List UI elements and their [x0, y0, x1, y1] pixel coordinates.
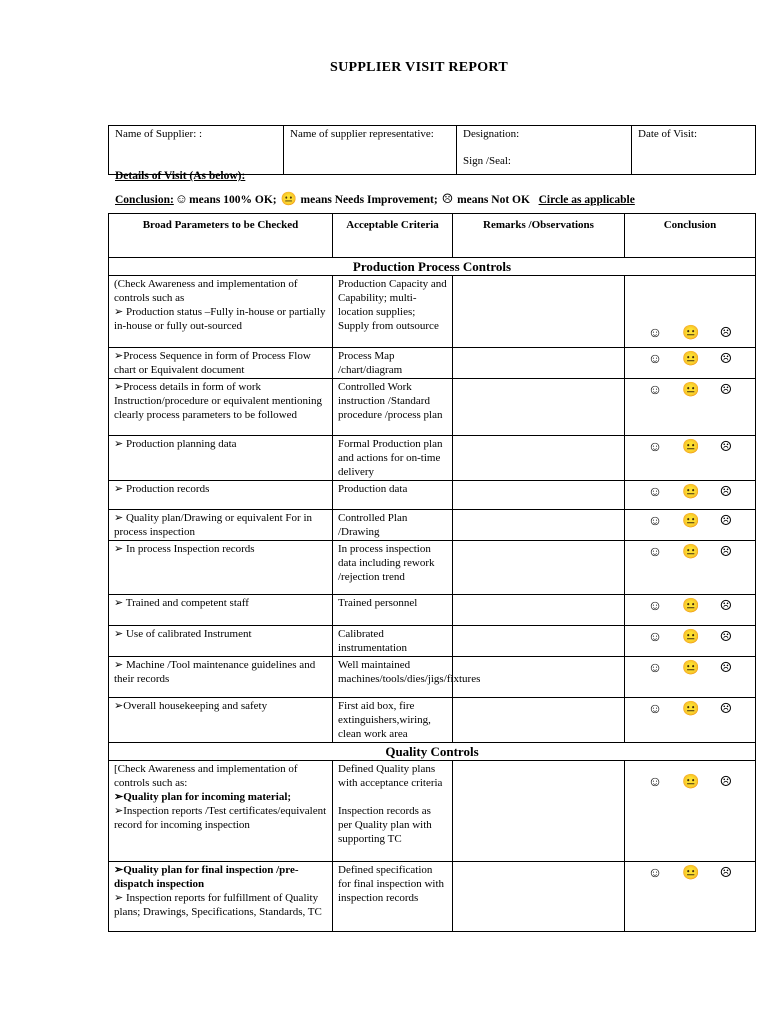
parameter-cell: ➢Process Sequence in form of Process Flow chart or Equivalent document — [109, 348, 333, 379]
sad-face-icon[interactable]: ☹ — [719, 702, 733, 717]
conclusion-options — [630, 699, 750, 717]
conclusion-options — [630, 349, 750, 367]
parameter-intro: [Check Awareness and implementation of controls such as: — [114, 763, 298, 789]
conclusion-options — [630, 511, 750, 529]
table-row — [109, 379, 756, 436]
parameter-cell: ➢ Trained and competent staff — [109, 595, 333, 626]
supplier-rep-field[interactable]: Name of supplier representative: — [284, 126, 457, 175]
table-row — [109, 276, 756, 348]
criteria-cell: Formal Production plan and actions for on-time delivery — [333, 436, 453, 481]
conclusion-cell — [625, 348, 756, 379]
sad-face-icon[interactable]: ☹ — [719, 630, 733, 645]
table-row — [109, 761, 756, 862]
conclusion-cell — [625, 698, 756, 743]
section-title: Production Process Controls — [109, 258, 756, 276]
table-row — [109, 657, 756, 698]
parameter-cell — [109, 761, 333, 862]
conclusion-cell — [625, 595, 756, 626]
neutral-face-icon[interactable]: 😐 — [682, 866, 700, 881]
ok-text: means 100% OK; — [189, 194, 277, 206]
happy-face-icon[interactable]: ☺ — [647, 545, 663, 560]
criteria-cell: Defined Quality plans with acceptance criteria Inspection records as per Quality plan with supporting TC — [333, 761, 453, 862]
needs-improvement-text: means Needs Improvement; — [300, 194, 438, 206]
neutral-face-icon[interactable]: 😐 — [682, 383, 700, 398]
remarks-cell[interactable] — [453, 436, 625, 481]
happy-face-icon[interactable]: ☺ — [647, 775, 663, 790]
sad-face-icon[interactable]: ☹ — [719, 514, 733, 529]
parameter-cell: ➢ Use of calibrated Instrument — [109, 626, 333, 657]
col-header-conclusion: Conclusion — [625, 214, 756, 258]
happy-face-icon[interactable]: ☺ — [647, 485, 663, 500]
sad-face-icon[interactable]: ☹ — [719, 866, 733, 881]
remarks-cell[interactable] — [453, 761, 625, 862]
conclusion-options — [630, 762, 750, 790]
table-row — [109, 481, 756, 510]
parameter-cell: ➢Overall housekeeping and safety — [109, 698, 333, 743]
table-row — [109, 436, 756, 481]
parameter-bold-item: ➢Quality plan for incoming material; — [114, 791, 292, 803]
sad-face-icon: ☹ — [441, 191, 454, 206]
remarks-cell[interactable] — [453, 541, 625, 595]
sad-face-icon[interactable]: ☹ — [719, 599, 733, 614]
col-header-criteria: Acceptable Criteria — [333, 214, 453, 258]
table-row — [109, 626, 756, 657]
conclusion-options — [630, 658, 750, 676]
neutral-face-icon[interactable]: 😐 — [682, 599, 700, 614]
designation-field[interactable] — [457, 126, 632, 175]
conclusion-cell — [625, 541, 756, 595]
table-row — [109, 862, 756, 932]
sad-face-icon[interactable]: ☹ — [719, 352, 733, 367]
col-header-parameters: Broad Parameters to be Checked — [109, 214, 333, 258]
conclusion-cell — [625, 436, 756, 481]
sad-face-icon[interactable]: ☹ — [719, 485, 733, 500]
details-heading: Details of Visit (As below): — [115, 170, 246, 182]
col-header-remarks: Remarks /Observations — [453, 214, 625, 258]
parameter-cell: (Check Awareness and implementation of controls such as ➢ Production status –Fully in-house or partially in-house or fully out-sourced — [109, 276, 333, 348]
criteria-cell: Defined specification for final inspection with inspection records — [333, 862, 453, 932]
sign-seal-label: Sign /Seal: — [463, 155, 511, 167]
sad-face-icon[interactable]: ☹ — [719, 545, 733, 560]
neutral-face-icon[interactable]: 😐 — [682, 702, 700, 717]
parameter-cell: ➢ Production planning data — [109, 436, 333, 481]
neutral-face-icon[interactable]: 😐 — [682, 661, 700, 676]
remarks-cell[interactable] — [453, 862, 625, 932]
criteria-cell: First aid box, fire extinguishers,wiring, clean work area — [333, 698, 453, 743]
table-row — [109, 510, 756, 541]
happy-face-icon[interactable]: ☺ — [647, 383, 663, 398]
remarks-cell[interactable] — [453, 626, 625, 657]
conclusion-options — [630, 380, 750, 398]
happy-face-icon[interactable]: ☺ — [647, 514, 663, 529]
conclusion-options — [630, 542, 750, 560]
sad-face-icon[interactable]: ☹ — [719, 775, 733, 790]
remarks-cell[interactable] — [453, 379, 625, 436]
happy-face-icon[interactable]: ☺ — [647, 630, 663, 645]
neutral-face-icon: 😐 — [280, 191, 297, 206]
parameter-item: ➢ Inspection reports for fulfillment of Quality plans; Drawings, Specifications, Standards, TC — [114, 892, 322, 918]
sad-face-icon[interactable]: ☹ — [719, 326, 733, 341]
supplier-name-field[interactable]: Name of Supplier: : — [109, 126, 284, 175]
table-row — [109, 541, 756, 595]
happy-face-icon[interactable]: ☺ — [647, 661, 663, 676]
remarks-cell[interactable] — [453, 510, 625, 541]
happy-face-icon[interactable]: ☺ — [647, 599, 663, 614]
conclusion-options — [630, 482, 750, 500]
remarks-cell[interactable] — [453, 348, 625, 379]
criteria-cell: Controlled Work instruction /Standard procedure /process plan — [333, 379, 453, 436]
conclusion-cell — [625, 276, 756, 348]
parameter-item: ➢Inspection reports /Test certificates/equivalent record for incoming inspection — [114, 805, 327, 831]
conclusion-options — [630, 277, 750, 341]
parameter-cell — [109, 862, 333, 932]
remarks-cell[interactable] — [453, 698, 625, 743]
conclusion-cell — [625, 626, 756, 657]
parameter-cell: ➢ In process Inspection records — [109, 541, 333, 595]
happy-face-icon: ☺ — [174, 191, 189, 206]
section-header-row — [109, 743, 756, 761]
happy-face-icon[interactable]: ☺ — [647, 440, 663, 455]
conclusion-options — [630, 596, 750, 614]
conclusion-cell — [625, 481, 756, 510]
neutral-face-icon[interactable]: 😐 — [682, 485, 700, 500]
conclusion-cell — [625, 657, 756, 698]
conclusion-cell — [625, 761, 756, 862]
remarks-cell[interactable] — [453, 595, 625, 626]
happy-face-icon[interactable]: ☺ — [647, 352, 663, 367]
header-fields-table — [108, 125, 756, 175]
checklist-table — [108, 213, 756, 932]
remarks-cell[interactable] — [453, 481, 625, 510]
happy-face-icon[interactable]: ☺ — [647, 326, 663, 341]
table-row — [109, 595, 756, 626]
neutral-face-icon[interactable]: 😐 — [682, 775, 700, 790]
parameter-bold-item: ➢Quality plan for final inspection /pre-dispatch inspection — [114, 864, 299, 890]
conclusion-options — [630, 863, 750, 881]
neutral-face-icon[interactable]: 😐 — [682, 440, 700, 455]
conclusion-cell — [625, 862, 756, 932]
page-title: SUPPLIER VISIT REPORT — [329, 60, 508, 75]
conclusion-legend — [115, 191, 635, 207]
conclusion-options — [630, 627, 750, 645]
conclusion-options — [630, 437, 750, 455]
section-header-row — [109, 258, 756, 276]
criteria-cell: Well maintained machines/tools/dies/jigs/fixtures — [333, 657, 453, 698]
circle-as-applicable-text: Circle as applicable — [538, 194, 635, 206]
neutral-face-icon[interactable]: 😐 — [682, 545, 700, 560]
parameter-cell: ➢Process details in form of work Instruction/procedure or equivalent mentioning clearly process parameters to be followed — [109, 379, 333, 436]
sad-face-icon[interactable]: ☹ — [719, 661, 733, 676]
checklist-header-row — [109, 214, 756, 258]
parameter-cell: ➢ Machine /Tool maintenance guidelines and their records — [109, 657, 333, 698]
sad-face-icon[interactable]: ☹ — [719, 383, 733, 398]
criteria-cell: Controlled Plan /Drawing — [333, 510, 453, 541]
criteria-cell: Production Capacity and Capability; multi-location supplies; Supply from outsource — [333, 276, 453, 348]
neutral-face-icon[interactable]: 😐 — [682, 326, 700, 341]
sad-face-icon[interactable]: ☹ — [719, 440, 733, 455]
section-title: Quality Controls — [109, 743, 756, 761]
parameter-cell: ➢ Production records — [109, 481, 333, 510]
table-row — [109, 698, 756, 743]
conclusion-label: Conclusion: — [115, 194, 174, 206]
not-ok-text: means Not OK — [457, 194, 530, 206]
criteria-cell: Calibrated instrumentation — [333, 626, 453, 657]
happy-face-icon[interactable]: ☺ — [647, 866, 663, 881]
neutral-face-icon[interactable]: 😐 — [682, 630, 700, 645]
happy-face-icon[interactable]: ☺ — [647, 702, 663, 717]
criteria-cell: In process inspection data including rework /rejection trend — [333, 541, 453, 595]
criteria-cell: Process Map /chart/diagram — [333, 348, 453, 379]
designation-label: Designation: — [463, 128, 520, 140]
parameter-cell: ➢ Quality plan/Drawing or equivalent For in process inspection — [109, 510, 333, 541]
conclusion-cell — [625, 510, 756, 541]
criteria-cell: Trained personnel — [333, 595, 453, 626]
conclusion-cell — [625, 379, 756, 436]
table-row — [109, 348, 756, 379]
remarks-cell[interactable] — [453, 276, 625, 348]
neutral-face-icon[interactable]: 😐 — [682, 514, 700, 529]
date-of-visit-field[interactable]: Date of Visit: — [632, 126, 756, 175]
neutral-face-icon[interactable]: 😐 — [682, 352, 700, 367]
criteria-cell: Production data — [333, 481, 453, 510]
